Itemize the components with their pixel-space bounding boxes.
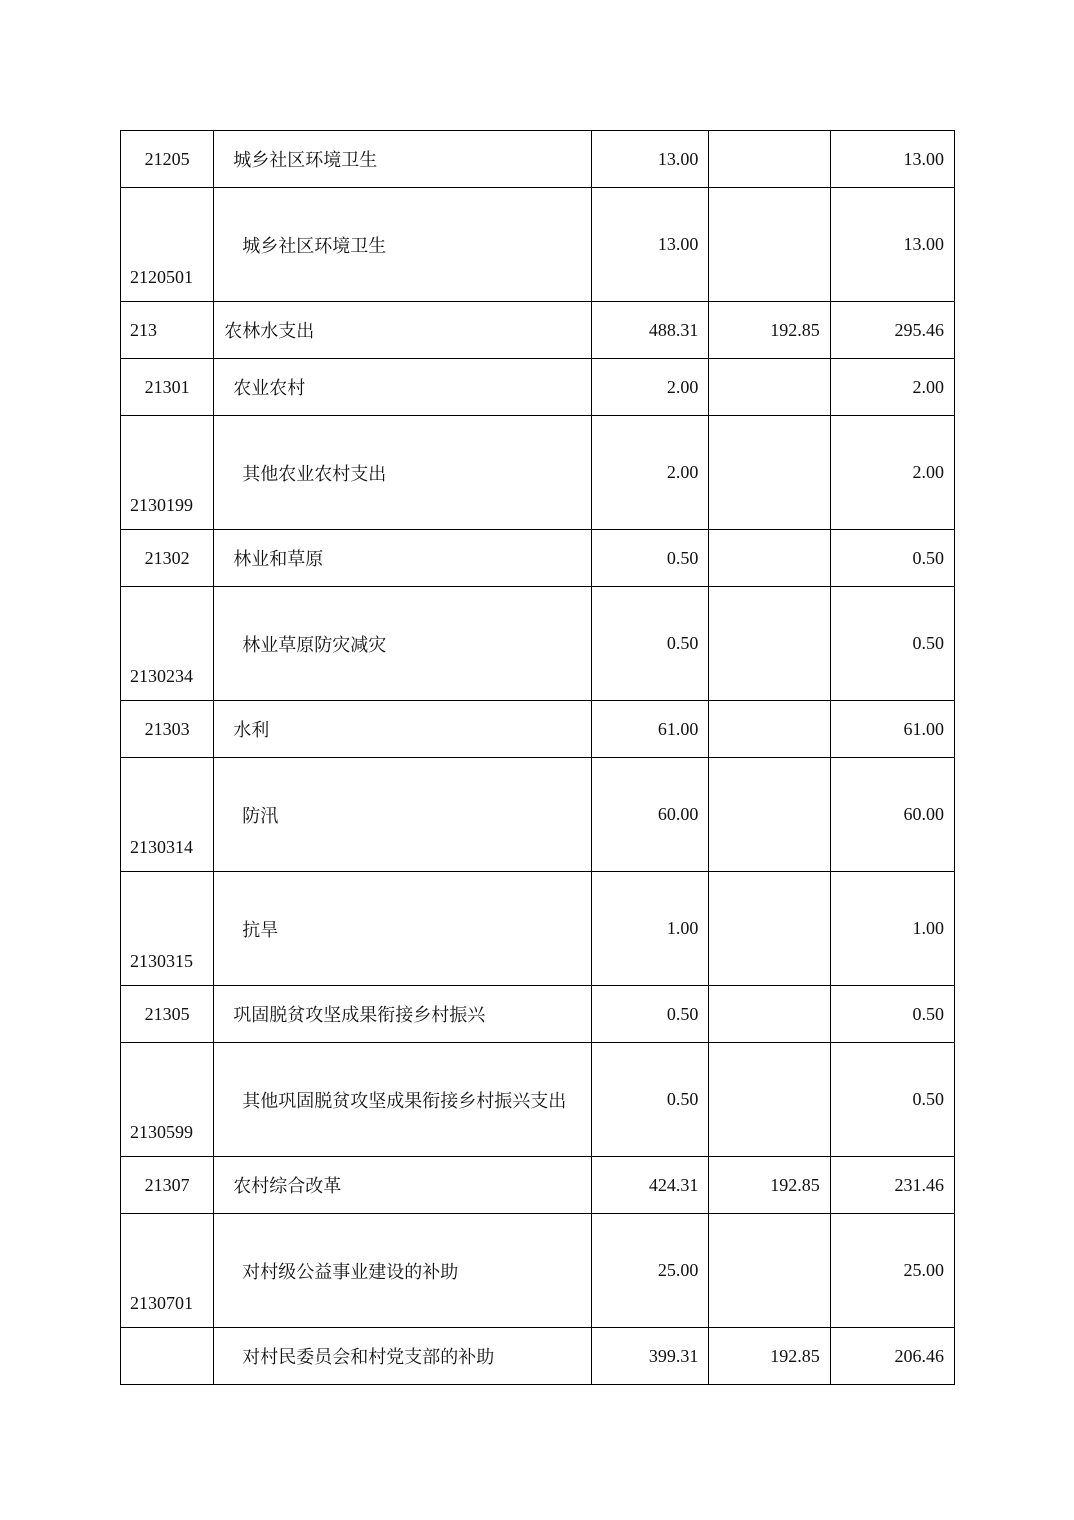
total-amount: 13.00 xyxy=(592,131,709,188)
subject-name: 其他农业农村支出 xyxy=(214,416,592,530)
subject-code: 2130599 xyxy=(121,1043,214,1157)
total-amount: 13.00 xyxy=(592,188,709,302)
total-amount: 488.31 xyxy=(592,302,709,359)
table-row xyxy=(121,872,955,986)
basic-expenditure: 192.85 xyxy=(709,1328,830,1385)
subject-code: 2130199 xyxy=(121,416,214,530)
table-row xyxy=(121,302,955,359)
basic-expenditure xyxy=(709,530,830,587)
subject-name: 城乡社区环境卫生 xyxy=(214,131,592,188)
basic-expenditure xyxy=(709,131,830,188)
subject-code: 21301 xyxy=(121,359,214,416)
table-row xyxy=(121,701,955,758)
project-expenditure: 13.00 xyxy=(830,131,954,188)
project-expenditure: 0.50 xyxy=(830,1043,954,1157)
basic-expenditure xyxy=(709,1214,830,1328)
total-amount: 0.50 xyxy=(592,1043,709,1157)
subject-name: 林业草原防灾减灾 xyxy=(214,587,592,701)
basic-expenditure: 192.85 xyxy=(709,302,830,359)
project-expenditure: 0.50 xyxy=(830,587,954,701)
table-row xyxy=(121,131,955,188)
basic-expenditure xyxy=(709,188,830,302)
project-expenditure: 0.50 xyxy=(830,986,954,1043)
table-row xyxy=(121,587,955,701)
subject-name: 农林水支出 xyxy=(214,302,592,359)
subject-name: 城乡社区环境卫生 xyxy=(214,188,592,302)
subject-code: 2130701 xyxy=(121,1214,214,1328)
subject-name: 对村级公益事业建设的补助 xyxy=(214,1214,592,1328)
total-amount: 0.50 xyxy=(592,530,709,587)
subject-code: 21302 xyxy=(121,530,214,587)
subject-name: 林业和草原 xyxy=(214,530,592,587)
project-expenditure: 2.00 xyxy=(830,359,954,416)
project-expenditure: 13.00 xyxy=(830,188,954,302)
subject-code: 2120501 xyxy=(121,188,214,302)
project-expenditure: 206.46 xyxy=(830,1328,954,1385)
subject-code: 21305 xyxy=(121,986,214,1043)
total-amount: 424.31 xyxy=(592,1157,709,1214)
project-expenditure: 295.46 xyxy=(830,302,954,359)
table-row xyxy=(121,758,955,872)
total-amount: 2.00 xyxy=(592,416,709,530)
basic-expenditure xyxy=(709,587,830,701)
project-expenditure: 0.50 xyxy=(830,530,954,587)
subject-code xyxy=(121,1328,214,1385)
total-amount: 2.00 xyxy=(592,359,709,416)
table-row xyxy=(121,1043,955,1157)
subject-name: 农业农村 xyxy=(214,359,592,416)
subject-name: 农村综合改革 xyxy=(214,1157,592,1214)
total-amount: 61.00 xyxy=(592,701,709,758)
subject-name: 抗旱 xyxy=(214,872,592,986)
subject-code: 21307 xyxy=(121,1157,214,1214)
subject-name: 其他巩固脱贫攻坚成果衔接乡村振兴支出 xyxy=(214,1043,592,1157)
project-expenditure: 231.46 xyxy=(830,1157,954,1214)
basic-expenditure: 192.85 xyxy=(709,1157,830,1214)
total-amount: 0.50 xyxy=(592,587,709,701)
subject-code: 2130234 xyxy=(121,587,214,701)
table-row xyxy=(121,359,955,416)
subject-name: 巩固脱贫攻坚成果衔接乡村振兴 xyxy=(214,986,592,1043)
basic-expenditure xyxy=(709,872,830,986)
table-row xyxy=(121,1157,955,1214)
table-row xyxy=(121,416,955,530)
subject-code: 2130314 xyxy=(121,758,214,872)
subject-code: 2130315 xyxy=(121,872,214,986)
table-row xyxy=(121,1328,955,1385)
total-amount: 1.00 xyxy=(592,872,709,986)
subject-name: 对村民委员会和村党支部的补助 xyxy=(214,1328,592,1385)
table-row xyxy=(121,188,955,302)
project-expenditure: 1.00 xyxy=(830,872,954,986)
project-expenditure: 61.00 xyxy=(830,701,954,758)
total-amount: 25.00 xyxy=(592,1214,709,1328)
project-expenditure: 2.00 xyxy=(830,416,954,530)
basic-expenditure xyxy=(709,758,830,872)
subject-code: 21303 xyxy=(121,701,214,758)
total-amount: 399.31 xyxy=(592,1328,709,1385)
basic-expenditure xyxy=(709,986,830,1043)
project-expenditure: 25.00 xyxy=(830,1214,954,1328)
budget-expenditure-table xyxy=(120,130,955,1385)
subject-name: 水利 xyxy=(214,701,592,758)
table-row xyxy=(121,530,955,587)
total-amount: 60.00 xyxy=(592,758,709,872)
basic-expenditure xyxy=(709,359,830,416)
basic-expenditure xyxy=(709,701,830,758)
subject-code: 213 xyxy=(121,302,214,359)
subject-code: 21205 xyxy=(121,131,214,188)
table-row xyxy=(121,986,955,1043)
project-expenditure: 60.00 xyxy=(830,758,954,872)
subject-name: 防汛 xyxy=(214,758,592,872)
basic-expenditure xyxy=(709,416,830,530)
total-amount: 0.50 xyxy=(592,986,709,1043)
basic-expenditure xyxy=(709,1043,830,1157)
table-row xyxy=(121,1214,955,1328)
